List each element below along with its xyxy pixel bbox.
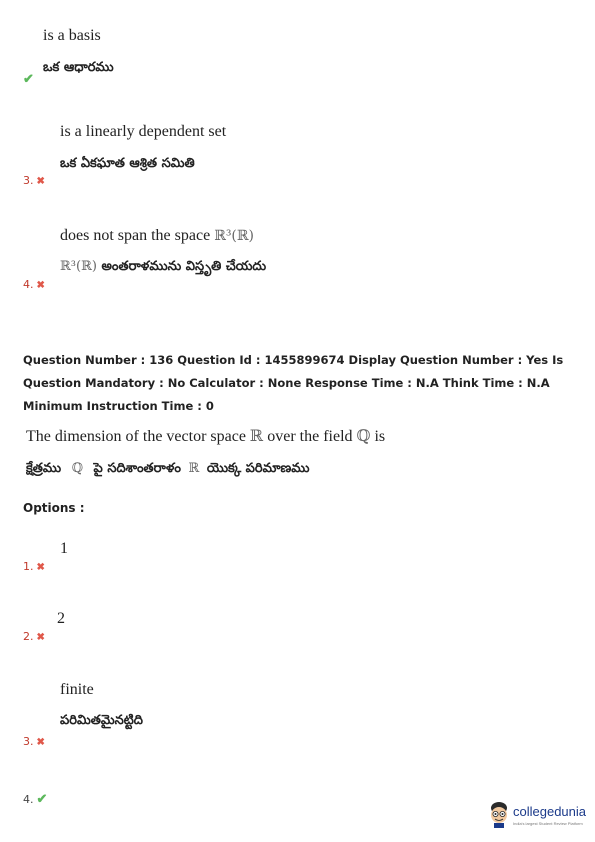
logo-tagline: India's largest Student Review Platform bbox=[513, 821, 583, 826]
option-number: 3. bbox=[23, 735, 34, 748]
option-number: 3. bbox=[23, 174, 34, 187]
option-3-status bbox=[23, 730, 45, 749]
cross-icon: ✖ bbox=[36, 176, 45, 187]
question-te-part1: క్షేత్రము bbox=[26, 461, 62, 476]
symbol-R-telugu: ℝ bbox=[188, 461, 200, 476]
prev-option-1-text: is a basis bbox=[43, 27, 101, 44]
symbol-R: ℝ bbox=[249, 426, 264, 445]
question-te-part3: యొక్క పరిమాణము bbox=[206, 461, 310, 476]
logo-name: collegedunia bbox=[513, 804, 587, 819]
option-number: 4. bbox=[23, 793, 34, 806]
option-4-status bbox=[23, 788, 47, 807]
option-3-telugu: పరిమితమైనట్టిది bbox=[60, 713, 143, 728]
check-icon: ✔ bbox=[36, 792, 48, 807]
collegedunia-logo bbox=[488, 798, 588, 832]
question-en-part1: The dimension of the vector space bbox=[26, 428, 246, 445]
question-en-part3: is bbox=[374, 428, 386, 445]
options-label: Options : bbox=[23, 501, 85, 515]
symbol-Q: ℚ bbox=[356, 426, 371, 445]
prev-option-4-status bbox=[23, 273, 45, 292]
cross-icon: ✖ bbox=[36, 280, 45, 291]
option-2-text: 2 bbox=[57, 610, 65, 627]
option-number: 2. bbox=[23, 630, 34, 643]
option-number: 1. bbox=[23, 560, 34, 573]
prev-option-4-text bbox=[60, 227, 254, 245]
cross-icon: ✖ bbox=[36, 562, 45, 573]
cross-icon: ✖ bbox=[36, 632, 45, 643]
space-symbol: ℝ³(ℝ) bbox=[214, 228, 254, 244]
question-en-part2: over the field bbox=[267, 428, 353, 445]
prev-option-1-telugu: ఒక ఆధారము bbox=[43, 60, 114, 75]
question-meta: Question Number : 136 Question Id : 1455899674 Display Question Number : Yes Is Question Mandatory : No Calculator : None Response Time : N.A Think Time : N.A Minimum Instruction Time : 0 bbox=[23, 353, 564, 413]
option-1-status bbox=[23, 555, 45, 574]
cross-icon: ✖ bbox=[36, 737, 45, 748]
mascot-icon bbox=[488, 800, 510, 828]
option-1-text: 1 bbox=[60, 540, 68, 557]
symbol-Q-telugu: ℚ bbox=[71, 461, 84, 476]
question-te-part2: పై సదిశాంతరాళం bbox=[93, 461, 181, 476]
option-3-text: finite bbox=[60, 681, 94, 698]
space-symbol-telugu: ℝ³(ℝ) bbox=[60, 259, 97, 274]
option-2-status bbox=[23, 625, 45, 644]
prev-option-3-telugu: ఒక ఏకఘాత ఆశ్రిత సమితి bbox=[60, 156, 195, 171]
prev-option-1-status bbox=[23, 68, 34, 87]
prev-option-4-telugu bbox=[60, 259, 266, 277]
prev-option-3-status bbox=[23, 169, 45, 188]
question-telugu bbox=[26, 461, 310, 479]
option-number: 4. bbox=[23, 278, 34, 291]
check-icon: ✔ bbox=[23, 72, 34, 87]
prev-option-4-en: does not span the space bbox=[60, 227, 211, 244]
question-text bbox=[26, 426, 385, 446]
prev-option-3-text: is a linearly dependent set bbox=[60, 123, 227, 140]
prev-option-4-te: అంతరాళమును విస్తృతి చేయదు bbox=[101, 259, 267, 274]
